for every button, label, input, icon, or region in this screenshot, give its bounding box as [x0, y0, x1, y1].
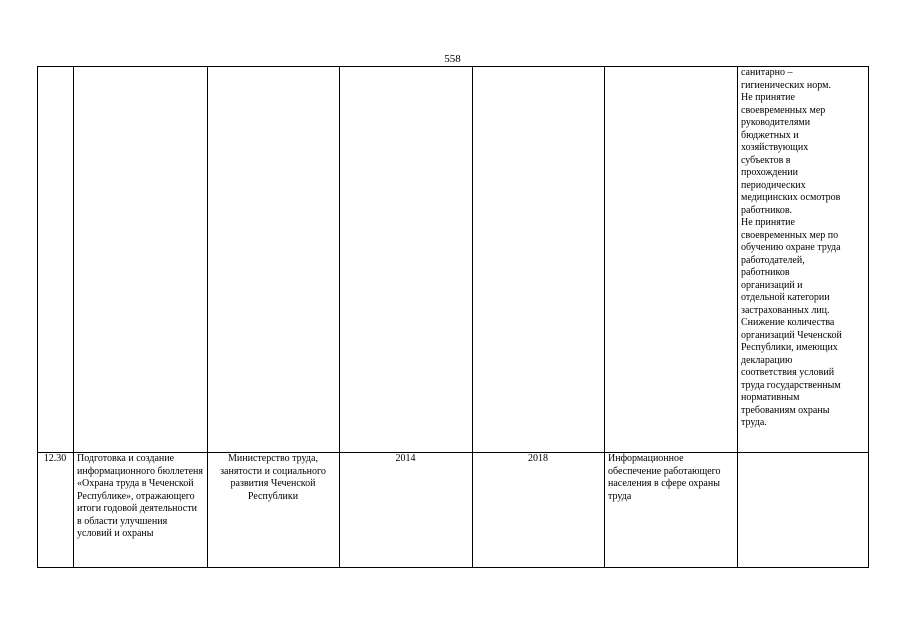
- risk-text-line: соответствия условий: [741, 367, 835, 378]
- expected-result-text: Информационное обеспечение работающего населения в сфере охраны труда: [608, 453, 721, 502]
- table-row: [38, 453, 869, 568]
- risk-text-line: бюджетных и: [741, 129, 799, 141]
- cell-expected-result: [605, 453, 738, 568]
- risk-text-line: прохождении: [741, 167, 798, 178]
- item-number-text: 12.30: [43, 453, 67, 464]
- risk-text-line: своевременных мер: [741, 104, 826, 116]
- risk-text-line: требованиям охраны: [741, 404, 830, 416]
- cell-start-year: [340, 453, 473, 568]
- risk-text-line: застрахованных лиц.: [741, 304, 830, 316]
- risk-text-line: Не принятие: [741, 92, 795, 103]
- table-row: [38, 67, 869, 453]
- risk-text-line: периодических: [741, 179, 806, 191]
- measure-name-text: Подготовка и создание информационного бюллетеня «Охрана труда в Чеченской Республике», отражающего итоги годовой деятельности в области улучшения условий и охраны: [77, 453, 203, 539]
- risk-text-line: нормативным: [741, 392, 800, 403]
- cell-risks: [738, 67, 869, 453]
- executor-text: Министерство труда, занятости и социального развития Чеченской Республики: [220, 453, 326, 502]
- risk-text-line: организаций и: [741, 279, 803, 291]
- risk-text-line: декларацию: [741, 354, 793, 366]
- risk-text-line: работодателей,: [741, 254, 805, 266]
- risk-text-line: медицинских осмотров: [741, 192, 841, 203]
- risk-text-line: отдельной категории: [741, 292, 830, 303]
- risk-text-line: хозяйствующих: [741, 142, 809, 153]
- cell-item-number: [38, 453, 74, 568]
- risk-text-line: Не принятие: [741, 217, 795, 228]
- cell-executor: [208, 67, 340, 453]
- risk-text-line: Снижение количества: [741, 317, 835, 328]
- risk-text-line: своевременных мер по: [741, 229, 839, 241]
- cell-expected-result: [605, 67, 738, 453]
- program-measures-table: [37, 66, 869, 568]
- risk-text-line: работников.: [741, 204, 793, 216]
- risk-text-line: санитарно –: [741, 67, 793, 78]
- cell-end-year: [473, 67, 605, 453]
- risk-text-line: субъектов в: [741, 154, 791, 166]
- risk-text-line: труда.: [741, 417, 767, 428]
- risk-text-line: гигиенических норм.: [741, 79, 831, 91]
- end-year-text: 2018: [528, 453, 548, 464]
- cell-measure-name: [74, 67, 208, 453]
- start-year-text: 2014: [395, 453, 416, 464]
- risk-text-line: Республики, имеющих: [741, 342, 838, 353]
- risk-text-line: обучению охране труда: [741, 242, 841, 253]
- cell-end-year: [473, 453, 605, 568]
- cell-start-year: [340, 67, 473, 453]
- risk-text-line: руководителями: [741, 117, 811, 128]
- page-number: 558: [444, 53, 461, 65]
- cell-measure-name: [74, 453, 208, 568]
- cell-item-number: [38, 67, 74, 453]
- cell-risks: [738, 453, 869, 568]
- cell-executor: [208, 453, 340, 568]
- risk-text-line: труда государственным: [741, 379, 841, 391]
- risk-text-line: организаций Чеченской: [741, 329, 842, 341]
- risk-text-line: работников: [741, 267, 790, 278]
